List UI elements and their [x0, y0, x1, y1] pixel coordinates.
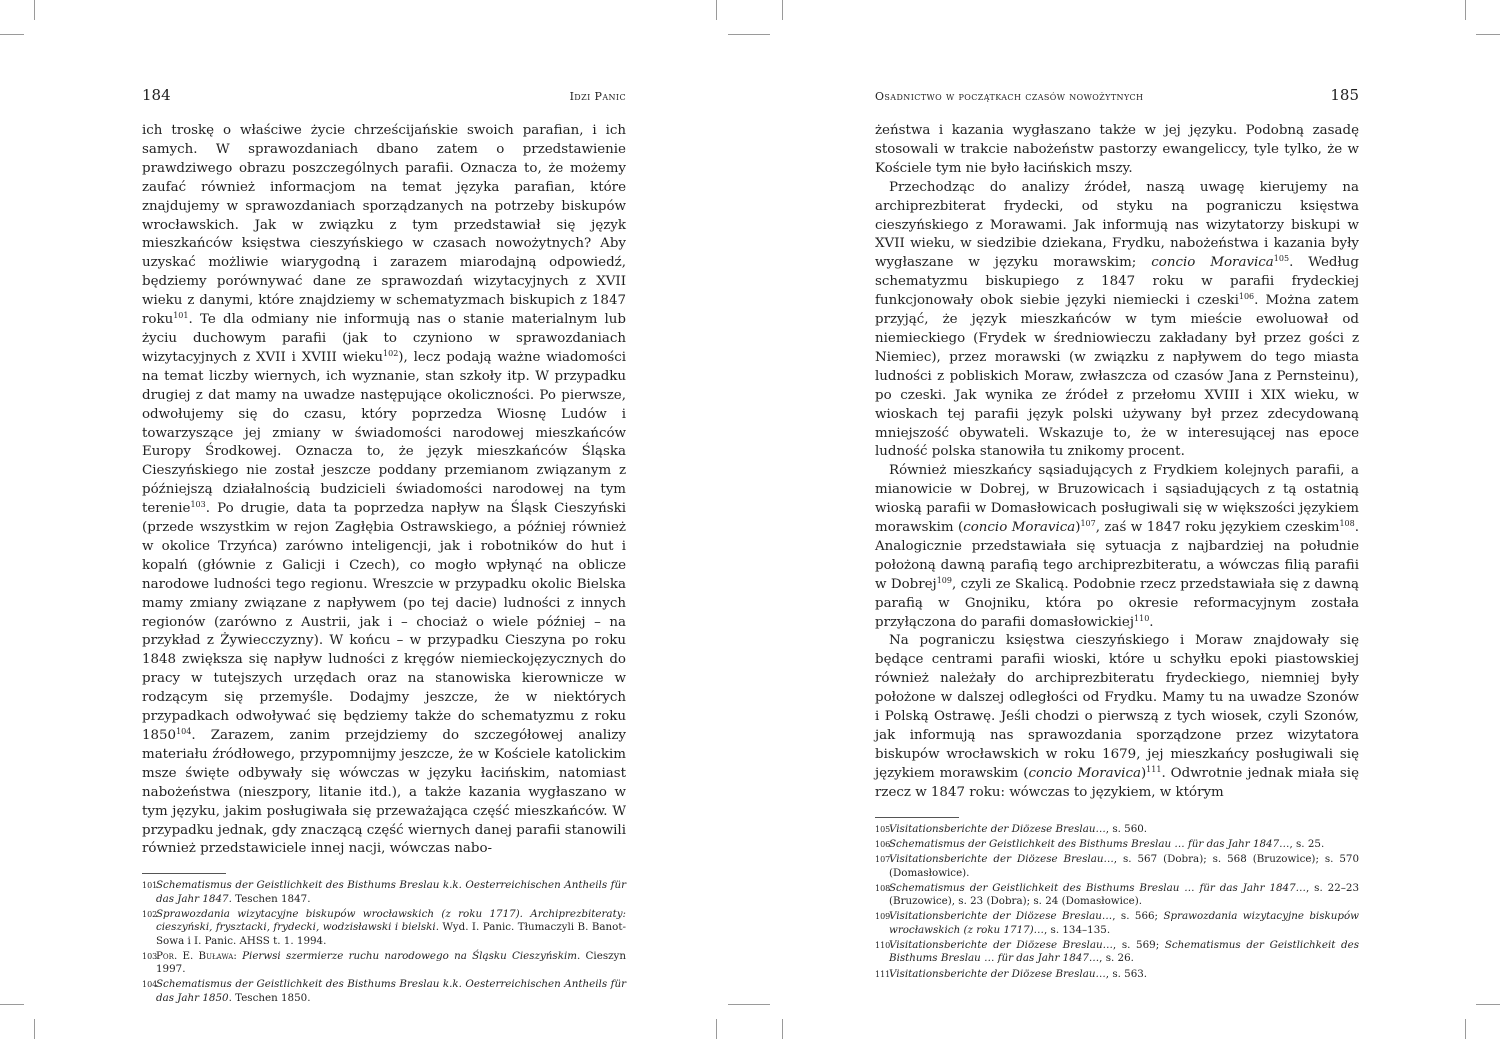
footnote	[142, 908, 626, 948]
text-run: )	[1140, 765, 1147, 781]
text-run: . Cieszyn 1997.	[156, 949, 626, 976]
italic-text: Pierwsi szermierze ruchu narodowego na Śląsku Cieszyńskim	[242, 949, 578, 962]
running-head: Osadnictwo w początkach czasów nowożytnych	[875, 90, 1144, 103]
footnotes	[142, 879, 626, 1005]
footnote-reference: 101	[173, 311, 189, 321]
italic-text: Visitationsberichte der Diözese Breslau…	[889, 967, 1106, 980]
footnote-rule	[142, 873, 226, 874]
author-name: Por. E. Buława:	[156, 949, 243, 962]
footnote-reference: 104	[176, 727, 192, 736]
text-run: , s. 567 (Dobra); s. 568 (Bruzowice); s. 570 (Domasłowice).	[889, 853, 1360, 879]
footnote-number: 101	[142, 881, 158, 891]
crop-mark	[746, 1004, 770, 1005]
footnote-reference: 102	[383, 348, 399, 358]
text-run: , s. 134–135.	[1043, 923, 1111, 936]
page-header	[875, 86, 1359, 108]
footnote	[142, 879, 626, 906]
footnote-reference: 111	[1146, 764, 1162, 774]
text-run: , s. 560.	[1105, 822, 1148, 835]
footnote-reference: 108	[1339, 519, 1355, 529]
crop-mark	[1465, 0, 1466, 20]
footnote-number: 106	[875, 839, 891, 849]
crop-mark	[0, 34, 24, 35]
footnote-reference: 106	[1238, 292, 1255, 302]
footnote	[875, 882, 1359, 909]
right-page	[875, 86, 1359, 983]
text-run: . Te dla odmiany nie informują nas o stanie materialnym lub życiu duchowym parafii (jak to czyniono w sprawozdaniach wizytacyjnych z XVII i XVIII wieku	[142, 312, 626, 365]
footnote	[875, 968, 1359, 981]
footnote-number: 105	[875, 824, 891, 834]
page-header	[142, 86, 626, 108]
footnote	[875, 939, 1359, 966]
text-run: . Według schematyzmu biskupiego z 1847 roku w parafii frydeckiej funkcjonowały obok siebie języki niemiecki i czeski	[875, 255, 1360, 309]
footnote-number: 108	[875, 883, 891, 893]
crop-mark	[716, 1019, 717, 1039]
page-number: 184	[142, 86, 171, 104]
crop-mark	[1465, 1019, 1466, 1039]
footnote-number: 109	[875, 912, 891, 922]
text-run: )	[1075, 520, 1081, 536]
crop-mark	[782, 0, 783, 20]
italic-text: concio Moravica	[963, 520, 1076, 536]
italic-text: Schematismus der Geistlichkeit des Bisthums Breslau … für das Jahr 1847…	[889, 837, 1290, 850]
italic-text: Sprawozdania wizytacyjne biskupów wrocławskich (z roku 1717)…	[889, 910, 1359, 936]
page-number: 185	[1330, 86, 1359, 104]
crop-mark	[782, 1019, 783, 1039]
italic-text: Visitationsberichte der Diözese Breslau…	[889, 910, 1113, 923]
text-run: ), lecz podają ważne wiadomości na temat liczby wiernych, ich wyznanie, stan szkoły itp. W przypadku drugiej z dat mamy na uwadze następujące okoliczności. Po pierwsze, odwołujemy się do czasu, który poprzedza Wiosnę Ludów i towarzyszące jej zmiany w świadomości narodowej mieszkańców Europy Środkowej. Oznacza to, że język mieszkańców Śląska Cieszyńskiego nie został jeszcze poddany przemianom związanym z późniejszą działalnością budzicieli świadomości narodowej na tym terenie	[142, 349, 627, 517]
italic-text: Schematismus der Geistlichkeit des Bisthums Breslau … für das Jahr 1847…	[889, 881, 1306, 894]
italic-text: Schematismus der Geistlichkeit des Bisthums Breslau … für das Jahr 1847…	[889, 939, 1360, 965]
crop-mark	[0, 1004, 24, 1005]
text-run: . Teschen 1850.	[228, 991, 311, 1004]
paragraph	[875, 122, 1359, 179]
text-run: . Analogicznie przedstawiała się sytuacja z najbardziej na południe położoną dawną parafią tego archiprezbiteratu, a wówczas filią parafii w Dobrej	[875, 520, 1360, 592]
crop-mark	[716, 0, 717, 20]
text-run: , czyli ze Skalicą. Podobnie rzecz przedstawiała się z dawną parafią w Gnojniku, która po okresie reformacyjnym została przyłączona do parafii domasłowickiej	[875, 576, 1359, 630]
paragraph	[875, 179, 1359, 463]
footnote-number: 111	[875, 969, 891, 979]
text-run: , s. 566;	[1112, 910, 1164, 923]
footnote-reference: 105	[1273, 254, 1290, 264]
footnote-reference: 110	[1134, 613, 1150, 623]
paragraph	[875, 632, 1359, 802]
footnote-reference: 103	[190, 500, 206, 510]
footnote	[875, 853, 1359, 880]
text-run: . Wyd. I. Panic. Tłumaczyli B. Banot-Sowa i I. Panic. AHSS t. 1. 1994.	[156, 921, 626, 947]
crop-mark	[34, 1019, 35, 1039]
paragraph	[142, 122, 626, 859]
paragraph	[875, 462, 1359, 632]
footnote-reference: 109	[936, 575, 952, 585]
italic-text: Schematismus der Geistlichkeit des Bisthums Breslau k.k. Oesterreichischen Antheils für das Jahr 1850	[156, 978, 626, 1004]
body-text	[142, 122, 626, 859]
left-page	[142, 86, 626, 1007]
crop-mark	[34, 0, 35, 20]
footnote	[142, 950, 626, 977]
italic-text: Visitationsberichte der Diözese Breslau…	[889, 853, 1114, 866]
text-run: żeństwa i kazania wygłaszano także w jej języku. Podobną zasadę stosowali w trakcie nabożeństw pastorzy ewangeliccy, tyle tylko, że w Kościele tym nie było łacińskich mszy.	[875, 123, 1359, 176]
text-run: . Po drugie, data ta poprzedza napływ na Śląsk Cieszyński (przede wszystkim w rejon Zagłębia Ostrawskiego, a później również w okolice Trzyńca) zarówno inteligencji, jak i robotników do hut i kopalń (głównie z Galicji i Czech), co mogło wpłynąć na oblicze narodowe ludności tego regionu. Wreszcie w przypadku okolic Bielska mamy zmiany związane z napływem (po tej dacie) ludności z innych regionów (zarówno z Austrii, jak i – chociaż o wiele później – na przykład z Żywiecczyzny). W końcu – w przypadku Cieszyna po roku 1848 zwiększa się napływ ludności z kręgów niemieckojęzycznych do pracy w tutejszych urzędach oraz na stanowiska kierownicze w rodzącym się przemyśle. Dodajmy jeszcze, że w niektórych przypadkach odwoływać się będziemy także do schematyzmu z roku 1850	[142, 501, 626, 743]
italic-text: Visitationsberichte der Diözese Breslau…	[889, 939, 1113, 951]
text-run: , s. 26.	[1099, 952, 1134, 965]
text-run: . Teschen 1847.	[228, 892, 311, 905]
italic-text: Schematismus der Geistlichkeit des Bisthums Breslau k.k. Oesterreichischen Antheils für das Jahr 1847	[156, 879, 626, 905]
running-head: Idzi Panic	[569, 90, 626, 103]
body-text	[875, 122, 1359, 803]
text-run: ich troskę o właściwe życie chrześcijańskie swoich parafian, i ich samych. W sprawozdaniach dbano zatem o przedstawienie prawdziwego obrazu poszczególnych parafii. Oznacza to, że możemy zaufać również informacjom na temat języka parafian, które znajdujemy w sprawozdaniach sporządzanych na potrzeby biskupów wrocławskich. Jak w związku z tym przedstawiał się język mieszkańców księstwa cieszyńskiego w czasach nowożytnych? Aby uzyskać możliwie wiarygodną i zarazem miarodajną odpowiedź, będziemy porównywać dane ze sprawozdań wizytacyjnych z XVII wieku z danymi, które znajdziemy w schematyzmach biskupich z 1847 roku	[142, 123, 626, 328]
text-run: , s. 25.	[1289, 837, 1325, 850]
footnote-rule	[875, 817, 959, 818]
italic-text: concio Moravica	[1151, 255, 1274, 271]
footnote-number: 110	[875, 941, 891, 950]
text-run: . Odwrotnie jednak miała się rzecz w 1847 roku: wówczas to językiem, w którym	[875, 765, 1359, 800]
italic-text: Visitationsberichte der Diözese Breslau…	[889, 822, 1106, 835]
text-run: Na pograniczu księstwa cieszyńskiego i Moraw znajdowały się będące centrami parafii wioski, które u schyłku epoki piastowskiej również należały do archiprezbiteratu frydeckiego, niemniej były położone w dalszej odległości od Frydku. Mamy tu na uwadze Szonów i Polską Ostrawę. Jeśli chodzi o pierwszą z tych wiosek, czyli Szonów, jak informują nas sprawozdania sporządzone przez wizytatora biskupów wrocławskich w roku 1679, jej mieszkańcy posługiwali się językiem morawskim (	[875, 633, 1359, 781]
text-run: , s. 569;	[1112, 939, 1165, 951]
text-run: .	[1149, 614, 1154, 630]
footnote-reference: 107	[1080, 519, 1096, 529]
footnote-number: 102	[142, 909, 158, 919]
crop-mark	[1476, 34, 1500, 35]
footnote	[142, 978, 626, 1005]
text-run: , s. 22–23 (Bruzowice), s. 23 (Dobra); s. 24 (Domasłowice).	[889, 881, 1359, 908]
text-run: . Zarazem, zanim przejdziemy do szczegółowej analizy materiału źródłowego, przypomnijmy jeszcze, że w Kościele katolickim msze święte odbywały się wówczas w języku łacińskim, natomiast nabożeństwa (nieszpory, litanie itd.), a także kazania wygłaszano w tym języku, jakim posługiwała się przeważająca część mieszkańców. W przypadku jednak, gdy znaczącą część wiernych danej parafii stanowili również przedstawiciele innej nacji, wówczas nabo-	[142, 728, 626, 857]
crop-mark	[746, 34, 770, 35]
text-run: , s. 563.	[1105, 967, 1148, 980]
italic-text: concio Moravica	[1028, 765, 1141, 781]
footnote	[875, 823, 1359, 836]
text-run: Również mieszkańcy sąsiadujących z Frydkiem kolejnych parafii, a mianowicie w Dobrej, w Bruzowicach i sąsiadujących z tą ostatnią wioską parafii w Domasłowicach posługiwali się w większości językiem morawskim (	[875, 463, 1359, 536]
text-run: . Można zatem przyjąć, że język mieszkańców w tym mieście ewoluował od niemieckiego (Frydek w średniowieczu zakładany był przez gości z Niemiec), przez morawski (w związku z napływem do tego miasta ludności z pobliskich Moraw, zwłaszcza od czasów Jana z Pernsteinu), po czeski. Jak wynika ze źródeł z przełomu XVIII i XIX wieku, w wioskach tej parafii język polski używany był przez zdecydowaną mniejszość obywateli. Wskazuje to, że w interesującej nas epoce ludność polska stanowiła tu znikomy procent.	[875, 293, 1359, 460]
italic-text: Sprawozdania wizytacyjne biskupów wrocławskich (z roku 1717). Archiprezbiteraty: cieszyński, frysztacki, frydecki, wodzisławski i bielski	[156, 907, 626, 934]
crop-mark	[1476, 1004, 1500, 1005]
text-run: Przechodząc do analizy źródeł, naszą uwagę kierujemy na archiprezbiterat frydecki, od styku na pograniczu księstwa cieszyńskiego z Morawami. Jak informują nas wizytatorzy biskupi w XVII wieku, w siedzibie dziekana, Frydku, nabożeństwa i kazania były wygłaszane w języku morawskim;	[875, 179, 1359, 271]
footnote-number: 107	[875, 855, 891, 865]
footnote-number: 104	[142, 980, 158, 990]
footnotes	[875, 823, 1359, 981]
footnote	[875, 910, 1359, 937]
text-run: , zaś w 1847 roku językiem czeskim	[1095, 520, 1340, 536]
footnote-number: 103	[142, 951, 158, 961]
footnote	[875, 838, 1359, 851]
